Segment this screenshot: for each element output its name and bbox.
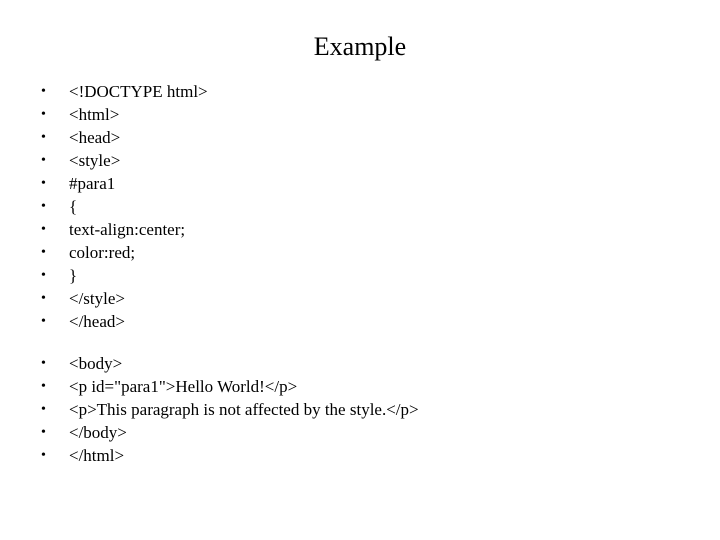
code-line: </body> xyxy=(69,423,127,442)
code-line: </html> xyxy=(69,446,125,465)
code-line: <style> xyxy=(69,151,121,170)
bullet-icon: • xyxy=(41,84,46,99)
bullet-icon: • xyxy=(41,425,46,440)
code-line: color:red; xyxy=(69,243,136,262)
code-line: </style> xyxy=(69,289,126,308)
bullet-icon: • xyxy=(41,356,46,371)
bullet-icon: • xyxy=(41,222,46,237)
code-line: { xyxy=(69,197,78,216)
bullet-icon: • xyxy=(41,291,46,306)
slide-title: Example xyxy=(313,32,407,61)
bullet-icon: • xyxy=(41,268,46,283)
code-line: <head> xyxy=(69,128,121,147)
code-line: } xyxy=(69,266,78,285)
bullet-icon: • xyxy=(41,245,46,260)
code-line: <body> xyxy=(69,354,123,373)
code-line: <!DOCTYPE html> xyxy=(69,82,208,101)
bullet-icon: • xyxy=(41,314,46,329)
code-line: <p id="para1">Hello World!</p> xyxy=(69,377,298,396)
bullet-icon: • xyxy=(41,153,46,168)
bullet-icon: • xyxy=(41,107,46,122)
bullet-icon: • xyxy=(41,199,46,214)
code-line: #para1 xyxy=(69,174,116,193)
bullet-icon: • xyxy=(41,379,46,394)
bullet-icon: • xyxy=(41,402,46,417)
code-line: <p>This paragraph is not affected by the style.</p> xyxy=(69,400,419,419)
bullet-icon: • xyxy=(41,448,46,463)
code-line: </head> xyxy=(69,312,125,331)
code-line: text-align:center; xyxy=(69,220,186,239)
bullet-icon: • xyxy=(41,176,46,191)
code-line: <html> xyxy=(69,105,120,124)
bullet-icon: • xyxy=(41,130,46,145)
